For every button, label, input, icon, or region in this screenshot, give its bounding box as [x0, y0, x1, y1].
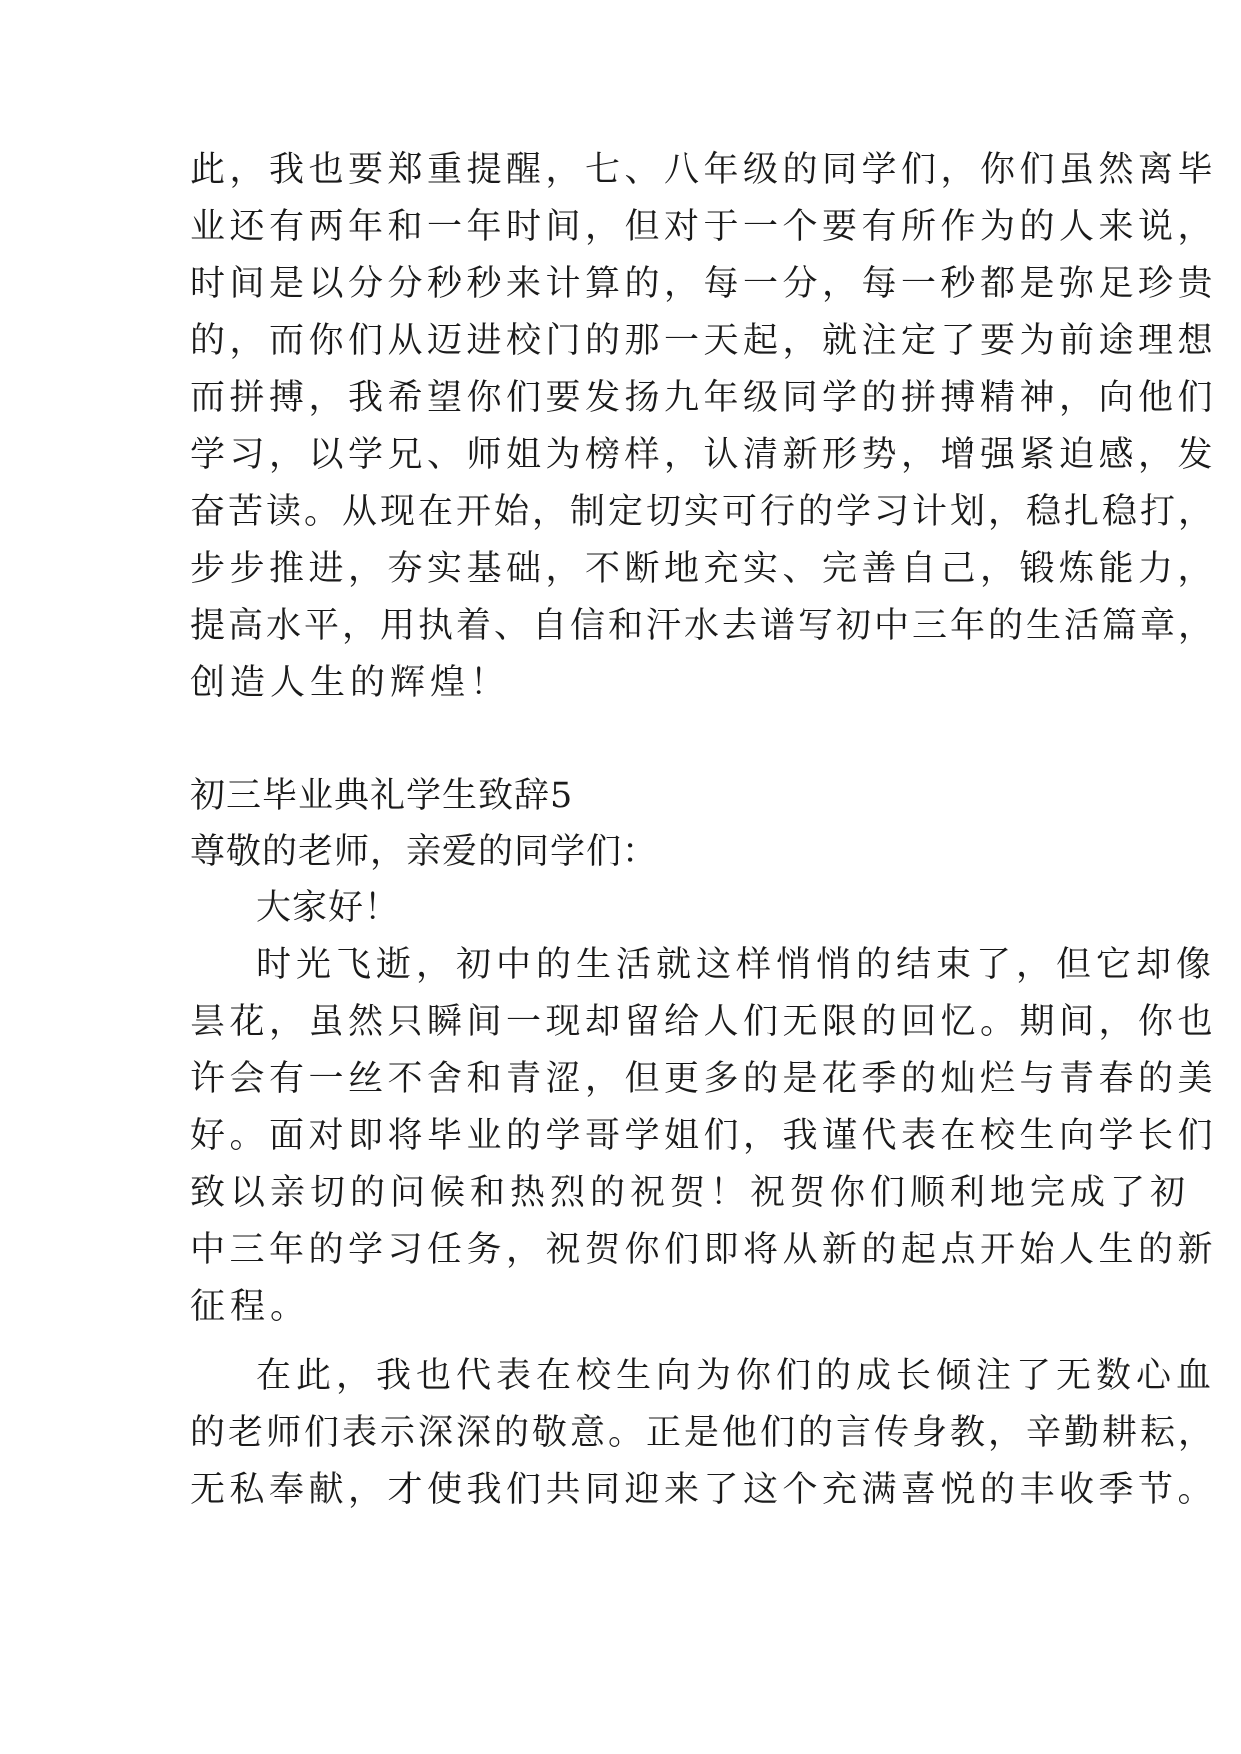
text-line: 业还有两年和一年时间，但对于一个要有所作为的人来说，: [190, 207, 1218, 247]
greeting: 大家好！: [256, 888, 401, 928]
text-line: 提高水平，用执着、自信和汗水去谱写初中三年的生活篇章，: [190, 606, 1217, 646]
text-line: 无私奉献，才使我们共同迎来了这个充满喜悦的丰收季节。: [190, 1470, 1218, 1510]
text-line: 征程。: [190, 1287, 311, 1327]
text-line: 好。面对即将毕业的学哥学姐们，我谨代表在校生向学长们: [190, 1116, 1218, 1156]
text-line: 致以亲切的问候和热烈的祝贺！祝贺你们顺利地完成了初: [190, 1173, 1191, 1213]
text-line: 创造人生的辉煌！: [190, 663, 511, 703]
text-line: 的老师们表示深深的敬意。正是他们的言传身教，辛勤耕耘，: [190, 1413, 1217, 1453]
text-line: 奋苦读。从现在开始，制定切实可行的学习计划，稳扎稳打，: [190, 492, 1217, 532]
text-line: 学习，以学兄、师姐为榜样，认清新形势，增强紧迫感，发: [190, 435, 1218, 475]
text-line: 时间是以分分秒秒来计算的，每一分，每一秒都是弥足珍贵: [190, 264, 1218, 304]
text-line: 此，我也要郑重提醒，七、八年级的同学们，你们虽然离毕: [190, 150, 1218, 190]
text-line: 在此，我也代表在校生向为你们的成长倾注了无数心血: [256, 1356, 1217, 1396]
text-line: 而拼搏，我希望你们要发扬九年级同学的拼搏精神，向他们: [190, 378, 1218, 418]
text-line: 中三年的学习任务，祝贺你们即将从新的起点开始人生的新: [190, 1230, 1218, 1270]
text-line: 步步推进，夯实基础，不断地充实、完善自己，锻炼能力，: [190, 549, 1218, 589]
text-line: 许会有一丝不舍和青涩，但更多的是花季的灿烂与青春的美: [190, 1059, 1218, 1099]
salutation: 尊敬的老师，亲爱的同学们：: [190, 832, 659, 872]
text-line: 昙花，虽然只瞬间一现却留给人们无限的回忆。期间，你也: [190, 1002, 1218, 1042]
text-line: 的，而你们从迈进校门的那一天起，就注定了要为前途理想: [190, 321, 1218, 361]
text-line: 时光飞逝，初中的生活就这样悄悄的结束了，但它却像: [256, 945, 1217, 985]
section-title: 初三毕业典礼学生致辞5: [190, 776, 574, 816]
